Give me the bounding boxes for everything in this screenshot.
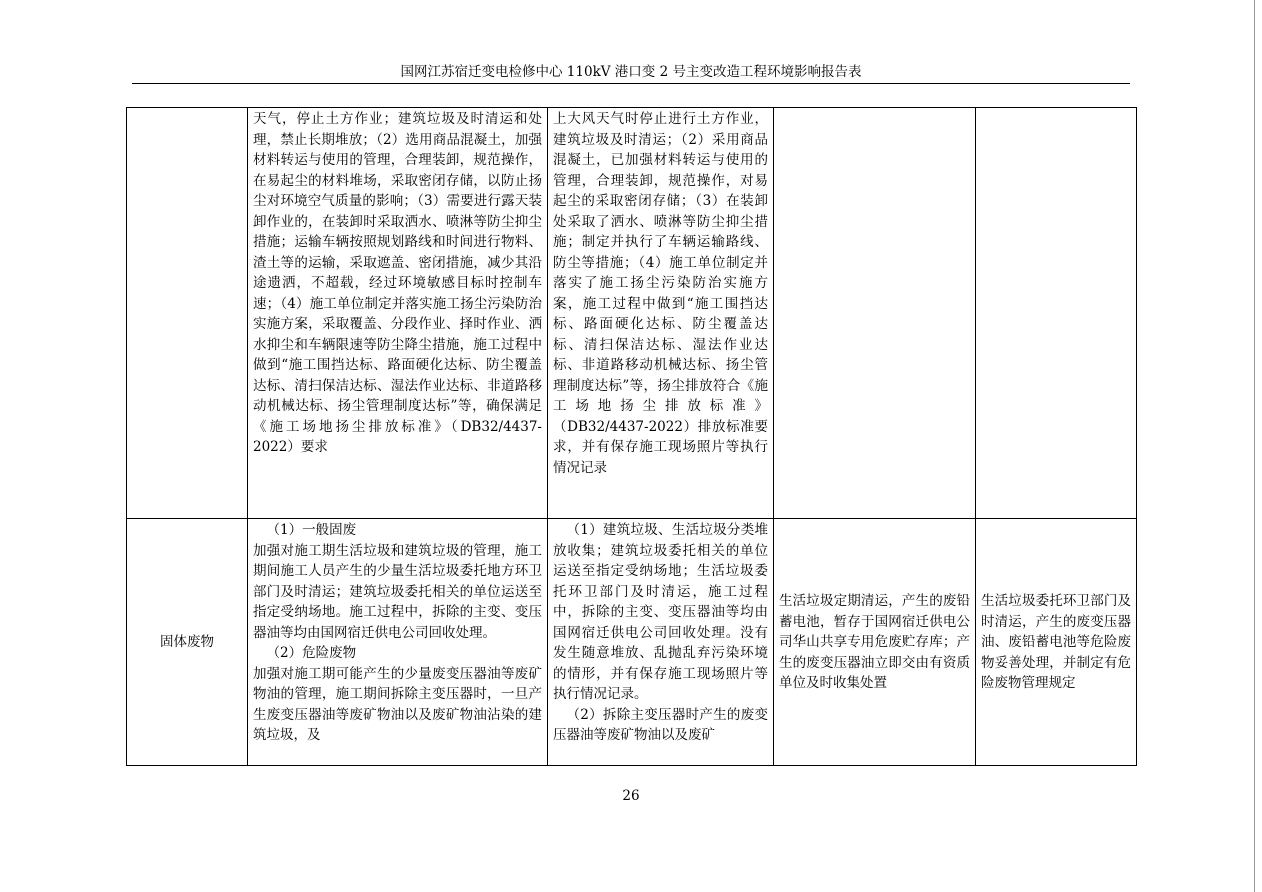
- measures-paragraph: 加强对施工期可能产生的少量废变压器油等废矿物油的管理，施工期间拆除主变压器时，一旦产生废变压器油等废矿物油以及废矿物油沾染的建筑垃圾，及: [253, 665, 542, 743]
- measures-cell: [248, 519, 548, 766]
- measures-cell: 天气，停止土方作业；建筑垃圾及时清运和处理，禁止长期堆放；（2）选用商品混凝土，加强材料转运与使用的管理，合理装卸，规范操作，在易起尘的材料堆场，采取密闭存储，以防止扬尘对环境空气质量的影响；（3）需要进行露天装卸作业的，在装卸时采取洒水、喷淋等防尘抑尘措施；运输车辆按照规划路线和时间进行物料、渣土等的运输，采取遮盖、密闭措施，减少其沿途遗洒，不超载，经过环境敏感目标时控制车速；（4）施工单位制定并落实施工扬尘污染防治实施方案，采取覆盖、分段作业、择时作业、洒水抑尘和车辆限速等防尘降尘措施，施工过程中做到“施工围挡达标、路面硬化达标、防尘覆盖达标、清扫保洁达标、湿法作业达标、非道路移动机械达标、扬尘管理制度达标”等，确保满足《施工场地扬尘排放标准》（DB32/4437-2022）要求: [248, 108, 548, 519]
- measures-paragraph: 加强对施工期生活垃圾和建筑垃圾的管理，施工期间施工人员产生的少量生活垃圾委托地方环卫部门及时清运；建筑垃圾委托相关的单位运送至指定受纳场地。施工过程中，拆除的主变、变压器油等均由国网宿迁供电公司回收处理。: [253, 542, 542, 641]
- measures-subheading: （1）一般固废: [266, 522, 357, 538]
- category-cell: [127, 108, 248, 519]
- implementation-paragraph: （2）拆除主变压器时产生的废变压器油等废矿物油以及废矿: [553, 706, 768, 743]
- measures-subheading: （2）危险废物: [266, 645, 357, 661]
- implementation-paragraph: （1）建筑垃圾、生活垃圾分类堆放收集；建筑垃圾委托相关的单位运送至指定受纳场地；生活垃圾委托环卫部门及时清运，施工过程中，拆除的主变、变压器油等均由国网宿迁供电公司回收处理。没有发生随意堆放、乱抛乱弃污染环境的情形，并有保存施工现场照片等执行情况记录。: [553, 522, 768, 702]
- implementation-cell: [548, 519, 774, 766]
- report-header-title: 国网江苏宿迁变电检修中心 110kV 港口变 2 号主变改造工程环境影响报告表: [400, 64, 862, 80]
- measures-table: [126, 107, 1137, 766]
- header-rule: [132, 83, 1130, 84]
- status-cell: 生活垃圾定期清运，产生的废铅蓄电池，暂存于国网宿迁供电公司华山共享专用危废贮存库；产生的废变压器油立即交由有资质单位及时收集处置: [774, 519, 976, 766]
- table-row: [127, 519, 1137, 766]
- page-edge-line: [1254, 0, 1255, 892]
- remark-cell: 生活垃圾委托环卫部门及时清运，产生的废变压器油、废铅蓄电池等危险废物妥善处理，并制定有危险废物管理规定: [976, 519, 1137, 766]
- implementation-cell: 上大风天气时停止进行土方作业，建筑垃圾及时清运；（2）采用商品混凝土，已加强材料转运与使用的管理，合理装卸，规范操作，对易起尘的采取密闭存储；（3）在装卸处采取了洒水、喷淋等防尘抑尘措施；制定并执行了车辆运输路线、防尘等措施；（4）施工单位制定并落实了施工扬尘污染防治实施方案，施工过程中做到“施工围挡达标、路面硬化达标、防尘覆盖达标、清扫保洁达标、湿法作业达标、非道路移动机械达标、扬尘管理制度达标”等，扬尘排放符合《施工场地扬尘排放标准》（DB32/4437-2022）排放标准要求，并有保存施工现场照片等执行情况记录: [548, 108, 774, 519]
- status-cell: [774, 108, 976, 519]
- page-number: 26: [622, 788, 640, 804]
- table-row: [127, 108, 1137, 519]
- remark-cell: [976, 108, 1137, 519]
- category-cell: 固体废物: [127, 519, 248, 766]
